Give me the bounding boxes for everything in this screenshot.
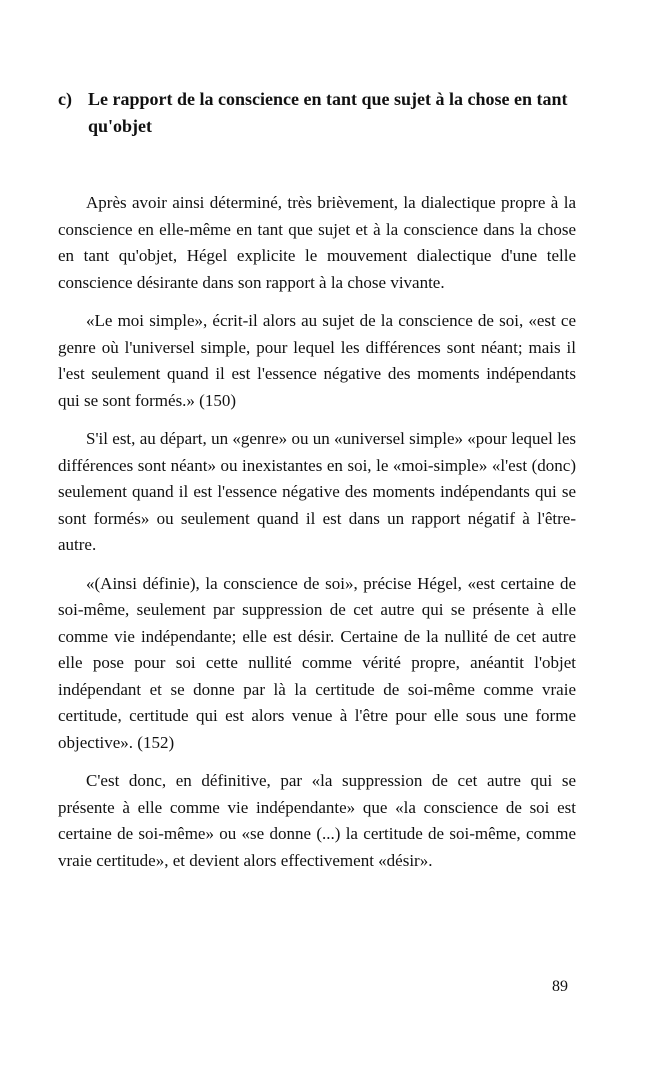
paragraph: «(Ainsi définie), la conscience de soi», précise Hégel, «est certaine de soi-même, seulement par suppression de cet autre qui se présente à elle comme vie indépendante; elle est désir. Certaine de la nullité de cet autre elle pose pour soi cette nullité comme vérité propre, anéantit l'objet indépendant et se donne par là la certitude de soi-même comme vraie certitude, certitude qui est alors venue à l'être pour elle sous une forme objective». (152) <box>58 573 576 752</box>
section-title: Le rapport de la conscience en tant que sujet à la chose en tant qu'objet <box>88 89 568 136</box>
paragraph: «Le moi simple», écrit-il alors au sujet de la conscience de soi, «est ce genre où l'universel simple, pour lequel les différences sont néant; mais il l'est seulement quand il est l'essence négative des moments indépendants qui se sont formés.» (150) <box>58 311 576 410</box>
paragraph: C'est donc, en définitive, par «la suppression de cet autre qui se présente à elle comme vie indépendante» que «la conscience de soi est certaine de soi-même» ou «se donne (...) la certitude de soi-même, comme vraie certitude», et devient alors effectivement «désir». <box>58 771 576 870</box>
section-marker: c) <box>58 89 72 109</box>
body-text <box>58 190 576 886</box>
section-heading <box>58 86 588 140</box>
paragraph: Après avoir ainsi déterminé, très brièvement, la dialectique propre à la conscience en elle-même en tant que sujet et à la conscience dans la chose en tant qu'objet, Hégel explicite le mouvement dialectique d'une telle conscience désirante dans son rapport à la chose vivante. <box>58 193 576 292</box>
page-number: 89 <box>552 978 568 995</box>
paragraph: S'il est, au départ, un «genre» ou un «universel simple» «pour lequel les différences sont néant» ou inexistantes en soi, le «moi-simple» «l'est (donc) seulement quand il est l'essence négative des moments indépendants qui se sont formés» ou seulement quand il est dans un rapport négatif à l'être-autre. <box>58 429 576 554</box>
